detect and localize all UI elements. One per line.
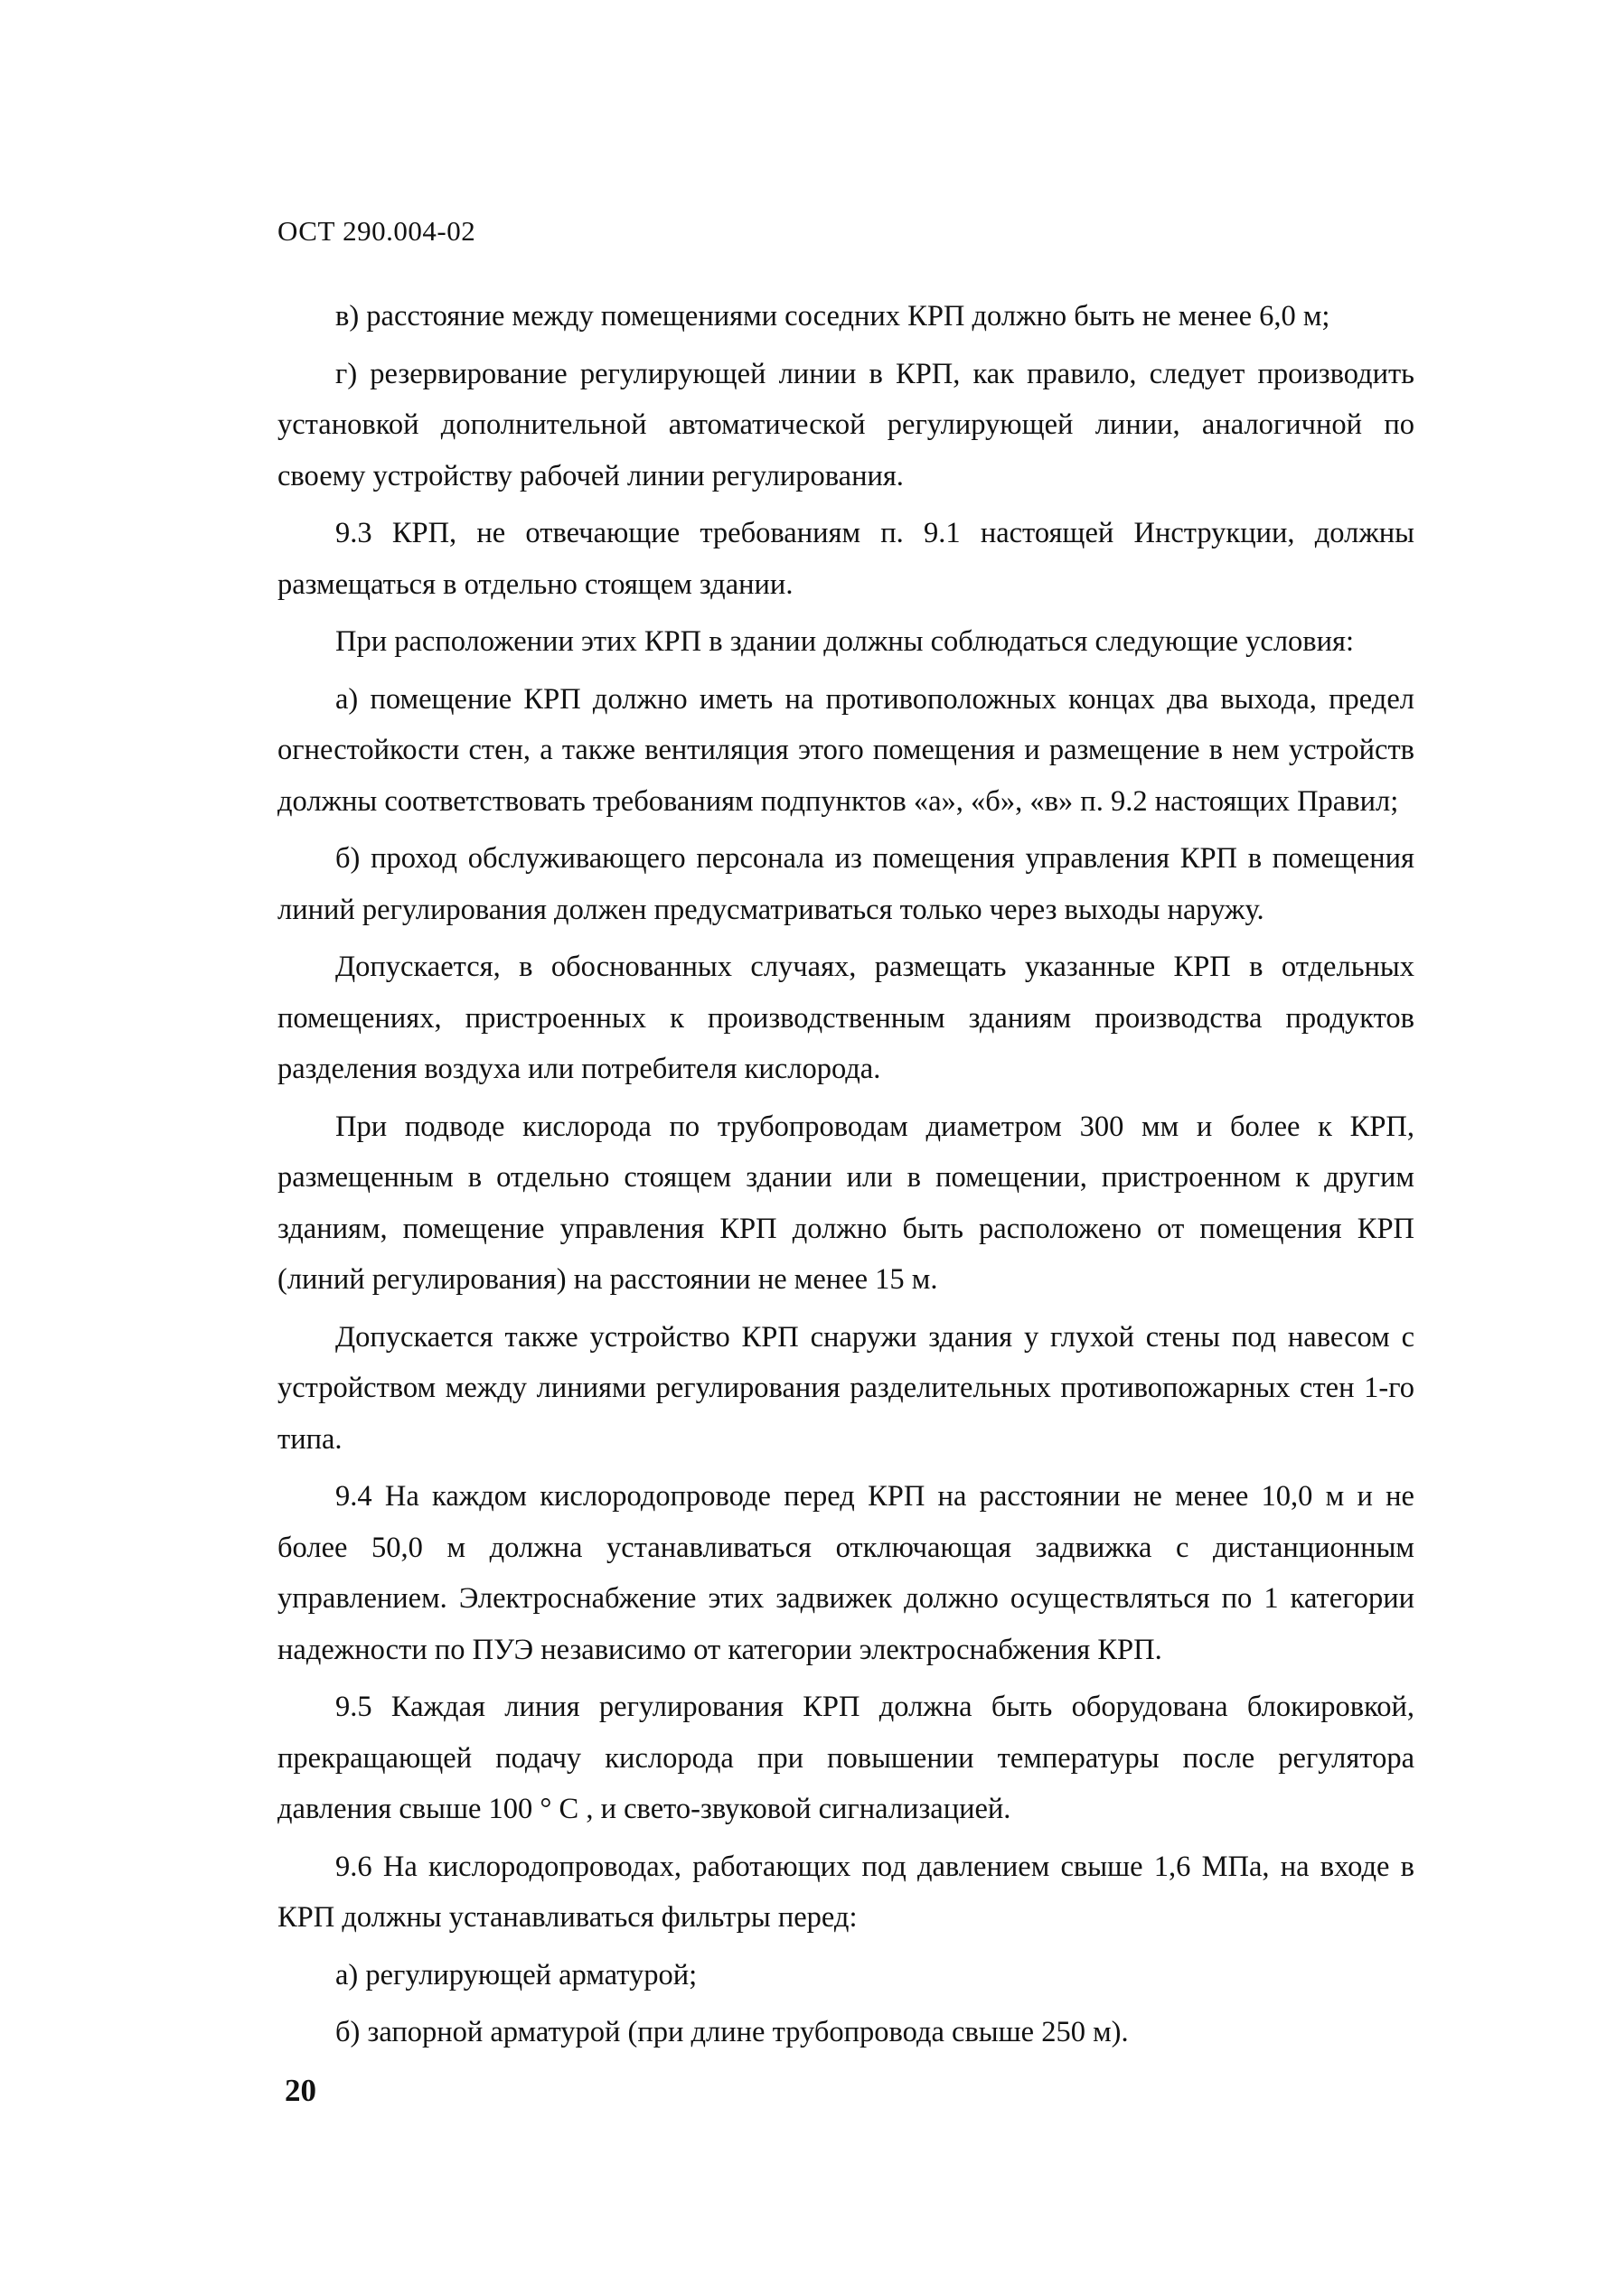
paragraph: Допускается также устройство КРП снаружи здания у глухой стены под навесом с устройством между линиями регулирования разделительных противопожарных стен 1-го типа.: [277, 1320, 1414, 1456]
document-code: ОСТ 290.004-02: [277, 215, 476, 247]
page-number: 20: [285, 2073, 316, 2108]
paragraph: 9.3 КРП, не отвечающие требованиям п. 9.1 настоящей Инструкции, должны размещаться в отдельно стоящем здании.: [277, 517, 1414, 601]
paragraph: 9.5 Каждая линия регулирования КРП должна быть оборудована блокировкой, прекращающей подачу кислорода при повышении температуры после регулятора давления свыше 100 ° С , и свето-звуковой сигнализацией.: [277, 1691, 1414, 1825]
paragraph: а) помещение КРП должно иметь на противоположных концах два выхода, предел огнестойкости стен, а также вентиляция этого помещения и размещение в нем устройств должны соответствовать требованиям подпунктов «а», «б», «в» п. 9.2 настоящих Правил;: [277, 682, 1414, 818]
paragraph: При расположении этих КРП в здании должны соблюдаться следующие условия:: [335, 625, 1355, 658]
paragraph: а) регулирующей арматурой;: [335, 1958, 698, 1991]
paragraph: г) резервирование регулирующей линии в КРП, как правило, следует производить установкой дополнительной автоматической регулирующей линии, аналогичной по своему устройству рабочей линии регулирования.: [277, 357, 1414, 492]
paragraph: 9.6 На кислородопроводах, работающих под давлением свыше 1,6 МПа, на входе в КРП должны устанавливаться фильтры перед:: [277, 1850, 1414, 1934]
paragraph: в) расстояние между помещениями соседних КРП должно быть не менее 6,0 м;: [335, 300, 1330, 333]
paragraph: Допускается, в обоснованных случаях, размещать указанные КРП в отдельных помещениях, пристроенных к производственным зданиям производства продуктов разделения воздуха или потребителя кислорода.: [277, 951, 1414, 1085]
paragraph: 9.4 На каждом кислородопроводе перед КРП на расстоянии не менее 10,0 м и не более 50,0 м должна устанавливаться отключающая задвижка с дистанционным управлением. Электроснабжение этих задвижек должно осуществляться по 1 категории надежности по ПУЭ независимо от категории электроснабжения КРП.: [277, 1480, 1414, 1666]
paragraph: б) проход обслуживающего персонала из помещения управления КРП в помещения линий регулирования должен предусматриваться только через выходы наружу.: [277, 842, 1414, 926]
paragraph: б) запорной арматурой (при длине трубопровода свыше 250 м).: [335, 2016, 1129, 2048]
document-body: [277, 291, 1414, 2065]
paragraph: При подводе кислорода по трубопроводам диаметром 300 мм и более к КРП, размещенным в отдельно стоящем здании или в помещении, пристроенном к другим зданиям, помещение управления КРП должно быть расположено от помещения КРП (линий регулирования) на расстоянии не менее 15 м.: [277, 1110, 1414, 1296]
